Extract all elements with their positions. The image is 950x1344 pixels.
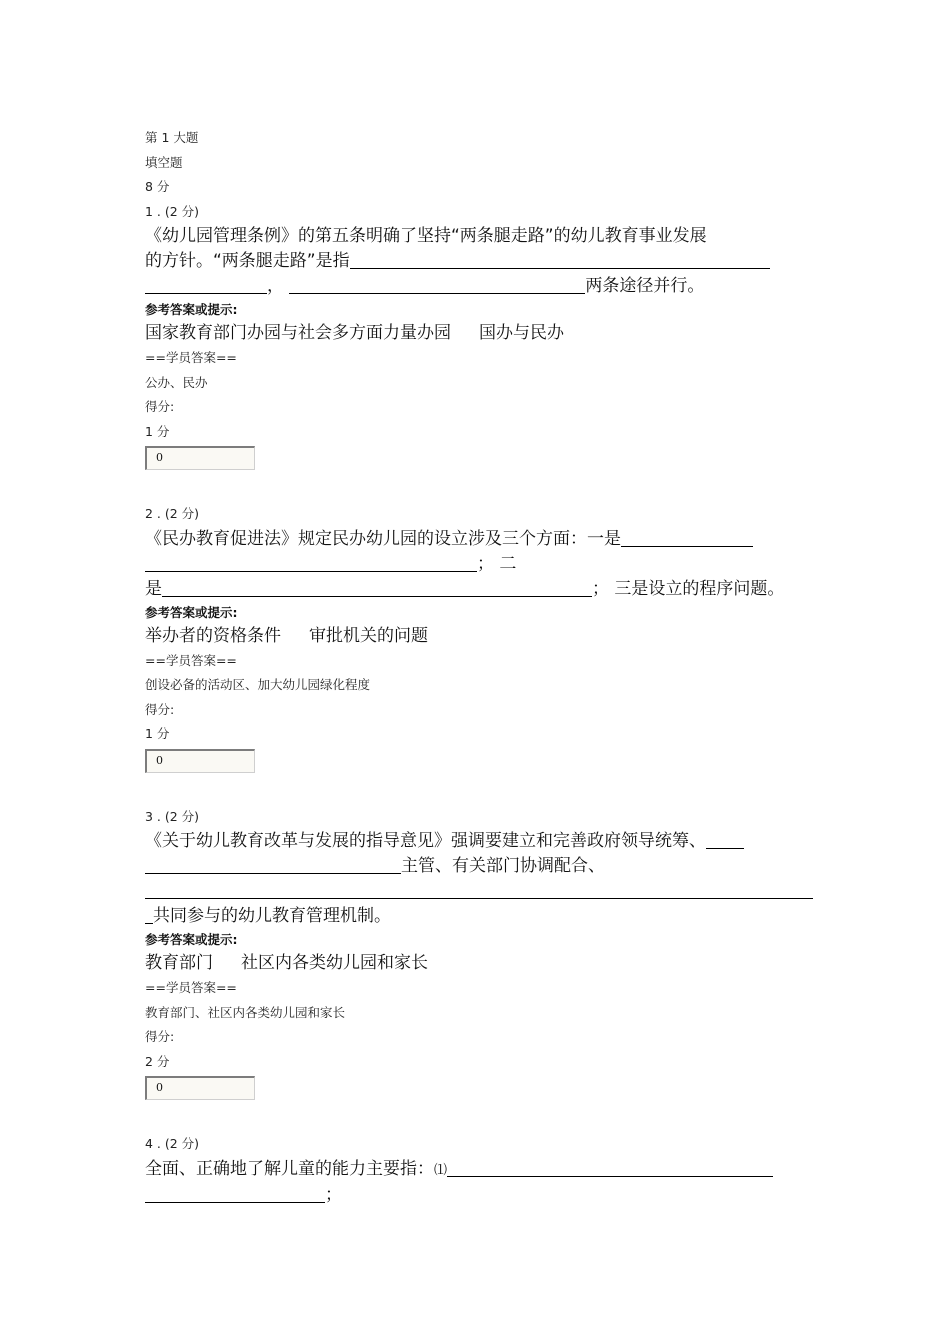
reference-answer <box>145 321 815 346</box>
score-input[interactable]: 0 <box>145 1076 255 1100</box>
question-text: 《民办教育促进法》规定民办幼儿园的设立涉及三个方面：一是 <box>145 528 621 549</box>
question-text-line <box>145 854 815 879</box>
reference-answer-item: 教育部门 <box>145 953 213 973</box>
question-text-line <box>145 527 815 552</box>
answer-blank <box>145 553 477 572</box>
answer-blank <box>145 880 813 899</box>
answer-blank <box>145 855 401 874</box>
question-text-line <box>145 552 815 577</box>
question-number: 3 . (2 分) <box>145 808 200 824</box>
reference-answer <box>145 624 815 649</box>
question-text: 的方针。“两条腿走路”是指 <box>145 251 350 271</box>
section-score: 8 分 <box>145 179 170 194</box>
question-score: 1 分 <box>145 726 170 741</box>
answer-blank <box>289 275 585 294</box>
answer-blank <box>621 528 753 547</box>
reference-answer-item: 国家教育部门办园与社会多方面力量办园 <box>145 323 451 343</box>
question-number: 1 . (2 分) <box>145 203 200 219</box>
question-text: ， <box>267 276 284 296</box>
question-2 <box>145 502 815 773</box>
reference-answer-item: 社区内各类幼儿园和家长 <box>241 953 428 973</box>
question-text-line <box>145 1183 815 1208</box>
question-score: 1 分 <box>145 423 170 439</box>
score-input[interactable]: 0 <box>145 446 255 470</box>
student-answer-label: ==学员答案== <box>145 350 237 365</box>
student-answer: 创设必备的活动区、加大幼儿园绿化程度 <box>145 677 371 692</box>
question-score: 2 分 <box>145 1053 170 1069</box>
answer-blank <box>162 578 592 597</box>
reference-answer <box>145 951 815 976</box>
section-title: 第 1 大题 <box>145 130 199 145</box>
exam-content <box>145 126 815 1208</box>
reference-answer-label: 参考答案或提示: <box>145 302 238 317</box>
reference-answer-item: 举办者的资格条件 <box>145 625 281 646</box>
question-text: 全面、正确地了解儿童的能力主要指： <box>145 1158 434 1179</box>
score-label: 得分: <box>145 701 175 717</box>
question-text-line <box>145 249 815 274</box>
student-answer: 教育部门、社区内各类幼儿园和家长 <box>145 1004 346 1020</box>
question-type: 填空题 <box>145 154 183 170</box>
question-text-line <box>145 829 815 854</box>
question-text-line: 《幼儿园管理条例》的第五条明确了坚持“两条腿走路”的幼儿教育事业发展 <box>145 226 707 246</box>
reference-answer-label: 参考答案或提示: <box>145 932 238 947</box>
question-text: ； 三是设立的程序问题。 <box>592 578 785 599</box>
answer-blank <box>145 275 267 294</box>
reference-answer-label: 参考答案或提示: <box>145 604 238 620</box>
question-text: 两条途径并行。 <box>585 276 705 296</box>
reference-answer-item: 审批机关的问题 <box>309 625 428 646</box>
question-1 <box>145 200 815 471</box>
question-text-line <box>145 1157 815 1183</box>
score-label: 得分: <box>145 1029 175 1044</box>
question-number: 4 . (2 分) <box>145 1136 200 1151</box>
student-answer-label: ==学员答案== <box>145 980 237 995</box>
question-number: 2 . (2 分) <box>145 506 200 521</box>
question-text: ⑴ <box>434 1162 448 1178</box>
answer-blank <box>145 905 153 924</box>
student-answer: 公办、民办 <box>145 374 208 390</box>
question-text-line <box>145 274 815 299</box>
question-text: 《关于幼儿教育改革与发展的指导意见》强调要建立和完善政府领导统筹、 <box>145 831 706 851</box>
question-text: 是 <box>145 578 162 599</box>
question-text: ； 二 <box>477 553 517 574</box>
answer-blank <box>447 1158 773 1177</box>
score-input[interactable]: 0 <box>145 749 255 773</box>
question-text: 共同参与的幼儿教育管理机制。 <box>153 906 391 926</box>
question-text: 主管、有关部门协调配合、 <box>401 856 605 876</box>
question-3 <box>145 805 815 1101</box>
question-text-line <box>145 879 815 904</box>
student-answer-label: ==学员答案== <box>145 652 237 668</box>
question-text: ； <box>325 1184 342 1205</box>
answer-blank <box>145 1184 325 1203</box>
question-text-line <box>145 577 815 602</box>
answer-blank <box>350 250 770 269</box>
question-4 <box>145 1132 815 1208</box>
score-label: 得分: <box>145 399 175 414</box>
answer-blank <box>706 830 744 849</box>
question-text-line <box>145 904 815 929</box>
reference-answer-item: 国办与民办 <box>479 323 564 343</box>
